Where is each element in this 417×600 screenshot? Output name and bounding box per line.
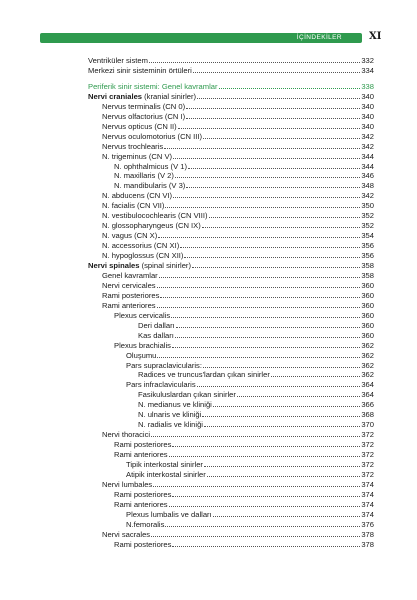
toc-entry[interactable] xyxy=(102,152,374,162)
toc-entry-title: Nervus terminalis (CN 0) xyxy=(102,101,186,111)
toc-entry-page: 356 xyxy=(361,241,374,251)
toc-entry-page: 358 xyxy=(361,270,374,280)
toc-entry-title: Atipik interkostal sinirler xyxy=(126,469,206,479)
dot-leader xyxy=(172,496,360,497)
toc-entry-title: Rami anteriores xyxy=(114,450,168,460)
dot-leader xyxy=(172,347,360,348)
toc-entry-title: Radices ve truncus'lardan çıkan sinirler xyxy=(138,370,270,380)
toc-entry-page: 372 xyxy=(361,440,374,450)
toc-entry-title: Rami posteriores xyxy=(114,440,172,450)
toc-entry[interactable] xyxy=(102,102,374,112)
toc-entry[interactable] xyxy=(102,271,374,281)
dot-leader xyxy=(157,287,361,288)
toc-entry[interactable] xyxy=(102,221,374,231)
dot-leader xyxy=(204,426,360,427)
dot-leader xyxy=(184,257,360,258)
toc-entry[interactable] xyxy=(102,142,374,152)
dot-leader xyxy=(157,307,361,308)
toc-entry-title: N. abducens (CN VI) xyxy=(102,191,173,201)
toc-entry-title: N. ulnaris ve kliniği xyxy=(138,410,202,420)
toc-entry-page: 374 xyxy=(361,499,374,509)
toc-entry-page: 362 xyxy=(361,370,374,380)
toc-entry-title: Plexus lumbalis ve dalları xyxy=(126,509,212,519)
toc-entry-title: Nervi lumbales xyxy=(102,479,153,489)
dot-leader xyxy=(169,506,361,507)
toc-entry-title: Pars supraclavicularis: xyxy=(126,360,202,370)
toc-entry-page: 342 xyxy=(361,141,374,151)
toc-entry-title: N. glossopharyngeus (CN IX) xyxy=(102,221,201,231)
toc-entry-title: Merkezi sinir sisteminin örtüleri xyxy=(88,65,192,75)
toc-entry-page: 346 xyxy=(361,171,374,181)
toc-entry[interactable] xyxy=(138,370,374,380)
toc-entry-page: 364 xyxy=(361,380,374,390)
dot-leader xyxy=(197,98,360,99)
toc-entry-page: 348 xyxy=(361,181,374,191)
dot-leader xyxy=(188,168,360,169)
toc-entry[interactable] xyxy=(114,490,374,500)
header-bar xyxy=(40,33,362,43)
dot-leader xyxy=(213,406,360,407)
dot-leader xyxy=(173,197,360,198)
toc-entry-page: 360 xyxy=(361,280,374,290)
dot-leader xyxy=(159,277,361,278)
toc-entry-title: Periferik sinir sistemi: Genel kavramlar xyxy=(88,81,218,91)
toc-entry-page: 356 xyxy=(361,251,374,261)
section-title: İÇİNDEKİLER xyxy=(296,34,342,41)
toc-entry-title: Nervi thoracici xyxy=(102,430,151,440)
toc-entry[interactable] xyxy=(114,500,374,510)
toc-entry[interactable] xyxy=(102,191,374,201)
toc-entry-page: 334 xyxy=(361,65,374,75)
toc-entry-page: 340 xyxy=(361,91,374,101)
toc-entry[interactable] xyxy=(102,530,374,540)
dot-leader xyxy=(203,367,360,368)
toc-entry-title: N. radialis ve kliniği xyxy=(138,420,203,430)
toc-entry-page: 372 xyxy=(361,460,374,469)
dot-leader xyxy=(237,396,360,397)
toc-entry-title: Genel kavramlar xyxy=(102,270,158,280)
toc-entry[interactable] xyxy=(102,112,374,122)
toc-entry[interactable] xyxy=(102,201,374,211)
toc-entry[interactable] xyxy=(138,321,374,331)
toc-entry[interactable] xyxy=(126,380,374,390)
toc-entry-title: Nervus trochlearis xyxy=(102,141,164,151)
toc-entry-page: 360 xyxy=(361,300,374,310)
toc-entry[interactable] xyxy=(114,162,374,172)
toc-entry-page: 374 xyxy=(361,479,374,489)
toc-entry-subtitle: (spinal sinirler) xyxy=(139,261,191,270)
toc-entry-page: 376 xyxy=(361,519,374,529)
toc-entry-title: Pars infraclavicularis xyxy=(126,380,196,390)
toc-entry-page: 360 xyxy=(361,320,374,330)
toc-entry-page: 354 xyxy=(361,231,374,241)
toc-entry-page: 360 xyxy=(361,290,374,300)
toc-entry[interactable] xyxy=(126,520,374,530)
toc-entry-page: 372 xyxy=(361,469,374,479)
toc-entry-title: Rami anteriores xyxy=(102,300,156,310)
toc-entry[interactable] xyxy=(114,341,374,351)
toc-entry-title: N. maxillaris (V 2) xyxy=(114,171,174,181)
toc-entry-title: Nervus opticus (CN II) xyxy=(102,121,177,131)
dot-leader xyxy=(204,466,360,467)
dot-leader xyxy=(165,207,360,208)
toc-entry-page: 362 xyxy=(361,350,374,360)
toc-entry[interactable] xyxy=(138,400,374,410)
toc-entry-title: Rami posteriores xyxy=(114,539,172,549)
toc-entry[interactable] xyxy=(126,510,374,520)
toc-entry-page: 372 xyxy=(361,450,374,460)
toc-entry[interactable] xyxy=(88,56,374,66)
dot-leader xyxy=(172,546,360,547)
toc-entry[interactable] xyxy=(102,251,374,261)
toc-entry[interactable] xyxy=(88,66,374,76)
toc-entry-page: 344 xyxy=(361,151,374,161)
dot-leader xyxy=(158,237,360,238)
toc-entry[interactable] xyxy=(138,390,374,400)
toc-entry[interactable] xyxy=(114,311,374,321)
toc-entry-page: 358 xyxy=(361,261,374,270)
dot-leader xyxy=(203,138,360,139)
toc-entry-title: N. vestibulocochlearis (CN VIII) xyxy=(102,211,208,221)
dot-leader xyxy=(219,88,361,89)
toc-entry[interactable] xyxy=(102,291,374,301)
toc-entry-page: 372 xyxy=(361,430,374,440)
toc-entry-title: Plexus cervicalis xyxy=(114,310,171,320)
toc-entry-page: 360 xyxy=(361,310,374,320)
toc-entry-title: Nervi craniales (kranial sinirler) xyxy=(88,91,197,101)
toc-entry-title: Tipik interkostal sinirler xyxy=(126,460,203,469)
toc-entry-page: 374 xyxy=(361,489,374,499)
toc-entry[interactable] xyxy=(102,301,374,311)
toc-entry-title: Ventriküler sistem xyxy=(88,56,148,65)
toc-entry-page: 342 xyxy=(361,131,374,141)
toc-entry-page: 362 xyxy=(361,340,374,350)
toc-entry[interactable] xyxy=(102,281,374,291)
toc-entry-page: 350 xyxy=(361,201,374,211)
toc-entry-page: 370 xyxy=(361,420,374,430)
dot-leader xyxy=(176,327,361,328)
toc-entry-title: Nervus olfactorius (CN I) xyxy=(102,111,186,121)
toc-entry-title: Deri dalları xyxy=(138,320,175,330)
dot-leader xyxy=(172,446,360,447)
dot-leader xyxy=(175,177,360,178)
toc-entry-title: Nervi sacrales xyxy=(102,529,151,539)
toc-entry[interactable] xyxy=(138,410,374,420)
dot-leader xyxy=(209,217,361,218)
toc-entry-page: 338 xyxy=(361,81,374,91)
toc-entry-page: 352 xyxy=(361,211,374,221)
dot-leader xyxy=(193,72,361,73)
toc-entry-page: 340 xyxy=(361,101,374,111)
toc-entry[interactable] xyxy=(88,92,374,102)
toc-entry[interactable] xyxy=(102,480,374,490)
toc-entry-title: N. mandibularis (V 3) xyxy=(114,181,186,191)
toc-entry[interactable] xyxy=(114,181,374,191)
dot-leader xyxy=(153,486,360,487)
dot-leader xyxy=(151,436,360,437)
dot-leader xyxy=(171,317,360,318)
dot-leader xyxy=(202,416,360,417)
toc-entry-title: Rami posteriores xyxy=(114,489,172,499)
toc-entry-title: Nervi spinales (spinal sinirler) xyxy=(88,261,191,270)
dot-leader xyxy=(180,247,360,248)
toc-entry-title: Nervus oculomotorius (CN III) xyxy=(102,131,203,141)
toc-entry[interactable] xyxy=(114,540,374,550)
dot-leader xyxy=(186,118,360,119)
toc-entry[interactable] xyxy=(88,261,374,271)
dot-leader xyxy=(151,536,360,537)
toc-entry[interactable] xyxy=(102,231,374,241)
toc-entry-page: 364 xyxy=(361,390,374,400)
toc-entry[interactable] xyxy=(126,470,374,480)
toc-entry-title: Nervi cervicales xyxy=(102,280,156,290)
dot-leader xyxy=(186,187,360,188)
dot-leader xyxy=(192,267,360,268)
dot-leader xyxy=(149,62,360,63)
dot-leader xyxy=(164,148,360,149)
toc-entry-page: 378 xyxy=(361,539,374,549)
toc-entry-title: Plexus brachialis xyxy=(114,340,171,350)
toc-entry-page: 368 xyxy=(361,410,374,420)
toc-entry-title: N.femoralis xyxy=(126,519,165,529)
dot-leader xyxy=(271,376,360,377)
toc-entry-page: 332 xyxy=(361,56,374,65)
toc-entry[interactable] xyxy=(102,430,374,440)
toc-entry[interactable] xyxy=(102,211,374,221)
toc-entry[interactable] xyxy=(88,82,374,92)
dot-leader xyxy=(165,526,360,527)
toc-entry[interactable] xyxy=(138,331,374,341)
dot-leader xyxy=(213,516,361,517)
toc-entry[interactable] xyxy=(114,440,374,450)
toc-entry[interactable] xyxy=(114,171,374,181)
toc-entry[interactable] xyxy=(126,361,374,371)
dot-leader xyxy=(175,337,360,338)
dot-leader xyxy=(186,108,360,109)
page-number: XI xyxy=(369,31,382,42)
dot-leader xyxy=(157,357,360,358)
dot-leader xyxy=(178,128,361,129)
toc-entry[interactable] xyxy=(138,420,374,430)
toc-entry[interactable] xyxy=(102,132,374,142)
dot-leader xyxy=(207,476,361,477)
toc-entry-title: N. vagus (CN X) xyxy=(102,231,158,241)
toc-entry-page: 340 xyxy=(361,111,374,121)
toc-entry-page: 366 xyxy=(361,400,374,410)
dot-leader xyxy=(202,227,361,228)
toc-entry-title: N. hypoglossus (CN XII) xyxy=(102,251,184,261)
toc-entry-page: 342 xyxy=(361,191,374,201)
toc-entry[interactable] xyxy=(114,450,374,460)
toc-entry-page: 352 xyxy=(361,221,374,231)
dot-leader xyxy=(173,158,360,159)
toc-entry-page: 340 xyxy=(361,121,374,131)
toc-entry[interactable] xyxy=(102,122,374,132)
toc-entry-page: 374 xyxy=(361,509,374,519)
toc-entry-title: N. trigeminus (CN V) xyxy=(102,151,173,161)
toc-entry-subtitle: (kranial sinirler) xyxy=(142,91,197,101)
toc-entry-page: 344 xyxy=(361,161,374,171)
toc-entry-page: 362 xyxy=(361,360,374,370)
toc-entry-title: Oluşumu xyxy=(126,350,157,360)
toc-entry[interactable] xyxy=(102,241,374,251)
toc-entry-title: N. facialis (CN VII) xyxy=(102,201,165,211)
toc-entry[interactable] xyxy=(126,460,374,470)
toc-entry-title: Rami anteriores xyxy=(114,499,168,509)
dot-leader xyxy=(160,297,360,298)
toc-entry-title: N. ophthalmicus (V 1) xyxy=(114,161,188,171)
toc-entry-title: Rami posteriores xyxy=(102,290,160,300)
dot-leader xyxy=(197,386,361,387)
toc-entry-title: N. accessorius (CN XI) xyxy=(102,241,180,251)
toc-entry-title: Fasikuluslardan çıkan sinirler xyxy=(138,390,236,400)
dot-leader xyxy=(169,456,361,457)
toc-entry-page: 360 xyxy=(361,330,374,340)
toc-entry-title: Kas dalları xyxy=(138,330,174,340)
toc-entry-title: N. medianus ve kliniği xyxy=(138,400,212,410)
toc-entry[interactable] xyxy=(126,351,374,361)
toc-entry-page: 378 xyxy=(361,529,374,539)
